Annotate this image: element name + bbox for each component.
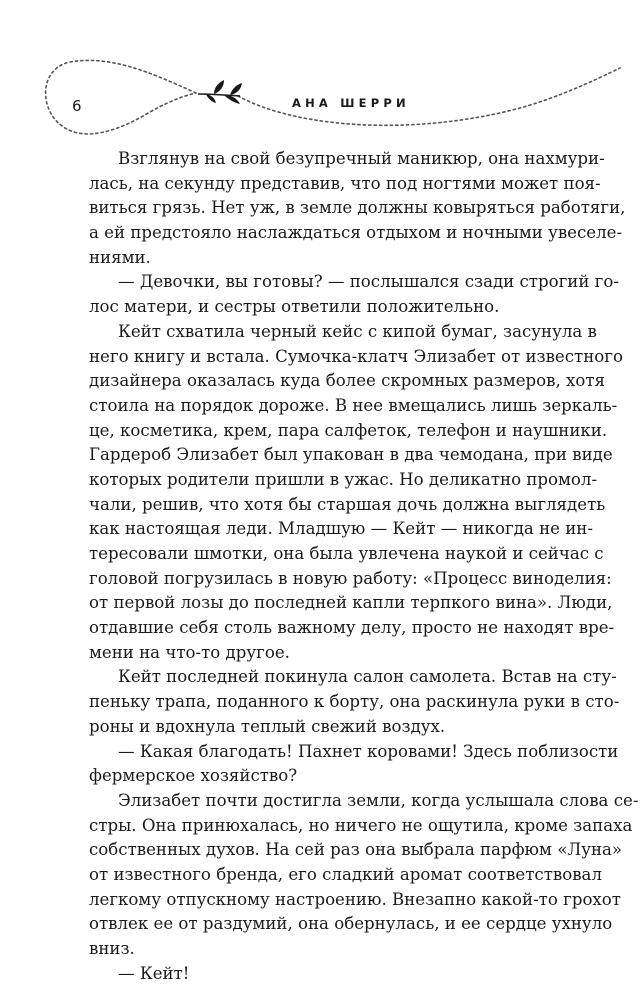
text-line: вниз. bbox=[89, 939, 135, 958]
text-line: а ей предстояло наслаждаться отдыхом и ночными увеселе- bbox=[89, 223, 623, 243]
text-line: головой погрузилась в новую работу: «Процесс виноделия: bbox=[89, 568, 612, 588]
text-line: фермерское хозяйство? bbox=[89, 766, 298, 786]
body-text bbox=[89, 147, 639, 986]
text-line: отдавшие себя столь важному делу, просто не находят вре- bbox=[89, 618, 615, 638]
text-line: Гардероб Элизабет был упакован в два чемодана, при виде bbox=[89, 445, 613, 465]
text-line: отвлек ее от раздумий, она обернулась, и ее сердце ухнуло bbox=[89, 914, 613, 934]
text-line: — Девочки, вы готовы? — послышался сзади строгий го- bbox=[118, 272, 619, 292]
text-line: роны и вдохнула теплый свежий воздух. bbox=[89, 716, 446, 736]
text-line: от известного бренда, его сладкий аромат соответствовал bbox=[89, 864, 602, 884]
dotted-loop-line bbox=[46, 60, 196, 134]
text-line: легкому отпускному настроению. Внезапно какой-то грохот bbox=[89, 889, 621, 909]
text-line: тересовали шмотки, она была увлечена наукой и сейчас с bbox=[89, 544, 604, 563]
text-line: которых родители пришли в ужас. Но деликатно промол- bbox=[89, 469, 598, 489]
text-line: лась, на секунду представив, что под ногтями может поя- bbox=[89, 173, 601, 193]
text-line: — Какая благодать! Пахнет коровами! Здесь поблизости bbox=[118, 741, 619, 761]
running-head-author: АНА ШЕРРИ bbox=[292, 96, 410, 110]
text-line: стоила на порядок дороже. В нее вмещались лишь зеркаль- bbox=[89, 395, 618, 415]
text-line: Кейт схватила черный кейс с кипой бумаг, засунула в bbox=[118, 321, 597, 341]
text-line: чали, решив, что хотя бы старшая дочь должна выглядеть bbox=[89, 494, 606, 514]
text-line: — Кейт! bbox=[118, 963, 190, 983]
text-line: лос матери, и сестры ответили положительно. bbox=[89, 297, 500, 317]
text-line: виться грязь. Нет уж, в земле должны ковыряться работяги, bbox=[89, 198, 626, 218]
text-line: как настоящая леди. Младшую — Кейт — никогда не ин- bbox=[89, 519, 593, 539]
text-line: стры. Она принюхалась, но ничего не ощутила, кроме запаха bbox=[89, 815, 633, 835]
text-line: него книгу и встала. Сумочка-клатч Элизабет от известного bbox=[89, 346, 623, 366]
text-line: ниями. bbox=[89, 247, 151, 267]
text-line: мени на что-то другое. bbox=[89, 642, 290, 662]
text-line: Кейт последней покинула салон самолета. Встав на сту- bbox=[118, 667, 617, 687]
text-line: пеньку трапа, поданного к борту, она раскинула руки в сто- bbox=[89, 692, 620, 712]
text-line: от первой лозы до последней капли терпкого вина». Люди, bbox=[89, 593, 613, 613]
decorative-dotted-swirl bbox=[0, 0, 644, 160]
text-line: Элизабет почти достигла земли, когда услышала слова се- bbox=[118, 790, 639, 810]
text-line: Взглянув на свой безупречный маникюр, она нахмури- bbox=[118, 149, 605, 168]
leaf-sprig-icon bbox=[198, 80, 242, 104]
page-number: 6 bbox=[72, 97, 82, 115]
text-line: дизайнера оказалась куда более скромных размеров, хотя bbox=[89, 371, 606, 391]
text-line: це, косметика, крем, пара салфеток, телефон и наушники. bbox=[89, 420, 608, 440]
text-line: собственных духов. На сей раз она выбрала парфюм «Луна» bbox=[89, 840, 623, 860]
